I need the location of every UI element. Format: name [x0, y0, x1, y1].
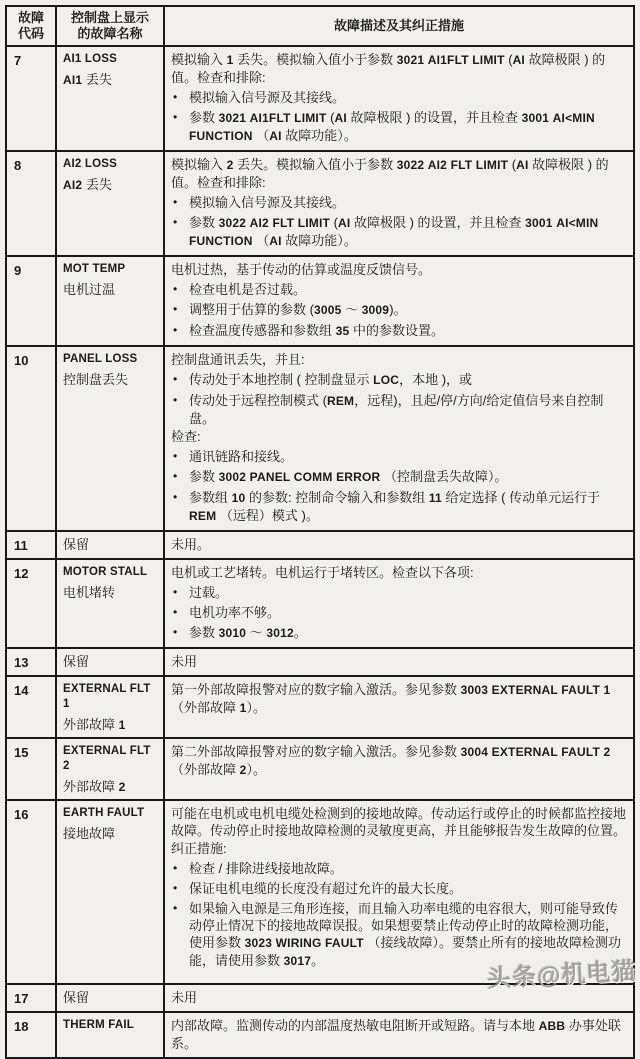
- latin-term: 3021 AI1FLT LIMIT: [396, 53, 505, 67]
- fault-name-zh: 保留: [63, 537, 90, 552]
- latin-term: 3010: [218, 626, 247, 640]
- bullet-text: 检查 / 排除进线接地故障。: [189, 861, 343, 876]
- latin-term: 3023 WIRING FAULT: [244, 936, 364, 950]
- fault-name-cell: [56, 531, 164, 559]
- bullet-icon: •: [173, 861, 178, 875]
- desc-bullet: [173, 194, 627, 211]
- fault-row: [6, 676, 634, 738]
- bullet-icon: •: [173, 323, 178, 337]
- fault-description-cell: [164, 46, 634, 151]
- bullet-text: 模拟输入信号源及其接线。: [189, 195, 346, 210]
- fault-row: [6, 531, 634, 559]
- bullet-icon: •: [173, 393, 178, 407]
- latin-term: 3001 AI<MIN FUNCTION: [189, 216, 599, 248]
- latin-term: 3003 EXTERNAL FAULT 1: [460, 683, 611, 697]
- desc-bullet: [173, 584, 627, 601]
- latin-term: 1: [226, 53, 234, 67]
- fault-description-cell: [164, 738, 634, 800]
- desc-bullet: [173, 281, 627, 298]
- desc-paragraph: 模拟输入 2 丢失。模拟输入值小于参数 3022 AI2 FLT LIMIT (AI 故障极限 ) 的值。检查和排除:: [171, 157, 609, 190]
- bullet-icon: •: [173, 625, 178, 639]
- fault-code-cell: 11: [6, 531, 56, 559]
- desc-bullet: [173, 860, 627, 877]
- bullet-icon: •: [173, 881, 178, 895]
- latin-term: AI: [516, 158, 529, 172]
- header-fault-name-line1: 控制盘上显示: [70, 10, 149, 25]
- fault-name-cell: [56, 346, 164, 531]
- latin-term: 11: [428, 491, 442, 505]
- bullet-text: 参数 3002 PANEL COMM ERROR （控制盘丢失故障）。: [189, 469, 508, 484]
- desc-paragraph: 可能在电机或电机电缆处检测到的接地故障。传动运行或停止的时候都监控接地故障。传动停止时接地故障检测的灵敏度更高，并且能够报告发生故障的位置。: [171, 806, 627, 838]
- latin-term: 2: [226, 158, 234, 172]
- desc-paragraph: 第二外部故障报警对应的数字输入激活。参见参数 3004 EXTERNAL FAULT 2 （外部故障 2）。: [171, 744, 611, 777]
- desc-bullet: [173, 880, 627, 897]
- desc-paragraph: 模拟输入 1 丢失。模拟输入值小于参数 3021 AI1FLT LIMIT (AI 故障极限 ) 的值。检查和排除:: [171, 52, 606, 85]
- fault-name-en: AI1 LOSS: [63, 53, 118, 65]
- latin-term: REM: [189, 509, 217, 523]
- fault-name-cell: [56, 738, 164, 800]
- latin-term: 2: [118, 780, 126, 794]
- fault-row: [6, 1012, 634, 1058]
- fault-name-cell: [56, 1012, 164, 1058]
- bullet-icon: •: [173, 110, 178, 124]
- fault-row: [6, 46, 634, 151]
- desc-paragraph: 未用: [171, 990, 198, 1005]
- desc-paragraph: 第一外部故障报警对应的数字输入激活。参见参数 3003 EXTERNAL FAULT 1 （外部故障 1）。: [171, 682, 611, 715]
- bullet-icon: •: [173, 585, 178, 599]
- fault-code-cell: 12: [6, 559, 56, 648]
- fault-name-zh: 外部故障 2: [63, 779, 126, 794]
- bullet-icon: •: [173, 90, 178, 104]
- desc-bullet: [173, 322, 627, 340]
- bullet-text: 参数组 10 的参数: 控制命令输入和参数组 11 给定选择 ( 传动单元运行于 REM （远程）模式 )。: [189, 490, 601, 523]
- fault-row: [6, 800, 634, 984]
- fault-code-cell: 15: [6, 738, 56, 800]
- bullet-icon: •: [173, 215, 178, 229]
- fault-row: [6, 346, 634, 531]
- fault-code-cell: 16: [6, 800, 56, 984]
- desc-bullet: [173, 109, 627, 145]
- latin-term: 3021 AI1FLT LIMIT: [218, 111, 327, 125]
- fault-row: [6, 256, 634, 346]
- fault-name-zh: 外部故障 1: [63, 717, 126, 732]
- fault-name-zh: 电机过温: [63, 282, 116, 297]
- desc-bullet: [173, 371, 627, 389]
- fault-description-cell: [164, 648, 634, 676]
- fault-name-zh: AI2 丢失: [63, 177, 112, 192]
- fault-name-en: PANEL LOSS: [63, 353, 138, 365]
- fault-table-body: [6, 46, 634, 1058]
- fault-code-cell: 18: [6, 1012, 56, 1058]
- bullet-text: 保证电机电缆的长度没有超过允许的最大长度。: [189, 881, 463, 896]
- latin-term: 1: [239, 701, 247, 715]
- latin-term: 3022 AI2 FLT LIMIT: [218, 216, 331, 230]
- fault-row: [6, 559, 634, 648]
- fault-name-cell: [56, 151, 164, 256]
- latin-term: 10: [231, 491, 246, 505]
- header-fault-description: 故障描述及其纠正措施: [164, 6, 634, 46]
- bullet-text: 模拟输入信号源及其接线。: [189, 90, 346, 105]
- bullet-icon: •: [173, 282, 178, 296]
- bullet-text: 参数 3021 AI1FLT LIMIT (AI 故障极限 ) 的设置，并且检查 3001 AI<MIN FUNCTION （AI 故障功能）。: [189, 110, 595, 143]
- fault-name-cell: [56, 984, 164, 1012]
- fault-description-cell: [164, 676, 634, 738]
- fault-code-cell: 17: [6, 984, 56, 1012]
- latin-term: AI: [334, 111, 347, 125]
- desc-paragraph: 内部故障。监测传动的内部温度热敏电阻断开或短路。请与本地 ABB 办事处联系。: [171, 1018, 621, 1051]
- fault-name-en: EARTH FAULT: [63, 807, 145, 819]
- fault-name-en: AI2 LOSS: [63, 158, 118, 170]
- fault-row: [6, 151, 634, 256]
- fault-row: [6, 984, 634, 1012]
- fault-code-cell: 8: [6, 151, 56, 256]
- latin-term: AI2: [63, 178, 83, 192]
- latin-term: AI1: [63, 73, 83, 87]
- fault-description-cell: [164, 346, 634, 531]
- bullet-text: 检查电机是否过载。: [189, 282, 307, 297]
- latin-term: AI: [269, 129, 282, 143]
- fault-row: [6, 648, 634, 676]
- bullet-icon: •: [173, 901, 178, 915]
- header-fault-code: [6, 6, 56, 46]
- latin-term: AI: [269, 234, 282, 248]
- desc-bullet: [173, 468, 627, 486]
- fault-name-cell: [56, 46, 164, 151]
- bullet-text: 如果输入电源是三角形连接，而且输入功率电缆的电容很大，则可能导致传动停止情况下的接地故障误报。如果想要禁止传动停止时的故障检测功能，使用参数 3023 WIRING FAULT （接线故障）。要禁止所有的接地故障检测功能，请使用参数 3017。: [189, 901, 621, 968]
- latin-term: LOC: [373, 373, 400, 387]
- bullet-icon: •: [173, 449, 178, 463]
- bullet-icon: •: [173, 372, 178, 386]
- fault-name-cell: [56, 676, 164, 738]
- bullet-text: 参数 3022 AI2 FLT LIMIT (AI 故障极限 ) 的设置，并且检查 3001 AI<MIN FUNCTION （AI 故障功能）。: [189, 215, 599, 248]
- header-fault-name: [56, 6, 164, 46]
- desc-paragraph: 未用。: [171, 537, 211, 552]
- fault-description-cell: [164, 151, 634, 256]
- latin-term: AI: [337, 216, 351, 230]
- latin-term: 3001 AI<MIN FUNCTION: [189, 111, 595, 143]
- fault-description-cell: [164, 559, 634, 648]
- latin-term: 3022 AI2 FLT LIMIT: [396, 158, 509, 172]
- fault-name-zh: 控制盘丢失: [63, 372, 129, 387]
- desc-bullet: [173, 448, 627, 465]
- fault-code-cell: 9: [6, 256, 56, 346]
- fault-name-en: MOTOR STALL: [63, 566, 148, 578]
- desc-bullet: [173, 604, 627, 621]
- bullet-text: 调整用于估算的参数 (3005 ～ 3009)。: [189, 302, 407, 317]
- fault-name-zh: 电机堵转: [63, 585, 116, 600]
- desc-bullet: [173, 392, 627, 427]
- fault-name-en: THERM FAIL: [63, 1019, 134, 1031]
- desc-bullet: [173, 624, 627, 642]
- bullet-icon: •: [173, 605, 178, 619]
- fault-name-cell: [56, 559, 164, 648]
- bullet-icon: •: [173, 490, 178, 504]
- desc-bullet: [173, 900, 627, 970]
- bullet-text: 过载。: [189, 585, 229, 600]
- fault-code-cell: 7: [6, 46, 56, 151]
- fault-name-en: MOT TEMP: [63, 263, 126, 275]
- latin-term: 3017: [283, 954, 312, 968]
- bullet-icon: •: [173, 195, 178, 209]
- latin-term: REM: [326, 394, 355, 408]
- fault-name-zh: 保留: [63, 990, 90, 1005]
- fault-name-cell: [56, 648, 164, 676]
- desc-paragraph: 控制盘通讯丢失，并且:: [171, 352, 305, 367]
- fault-code-cell: 13: [6, 648, 56, 676]
- fault-name-en: EXTERNAL FLT 2: [63, 745, 151, 772]
- desc-paragraph: 检查:: [171, 429, 201, 444]
- latin-term: 1: [118, 718, 126, 732]
- fault-name-zh: AI1 丢失: [63, 72, 112, 87]
- bullet-text: 检查温度传感器和参数组 35 中的参数设置。: [189, 323, 444, 338]
- desc-paragraph: 未用: [171, 654, 198, 669]
- latin-term: 3009: [361, 303, 390, 317]
- bullet-text: 通讯链路和接线。: [189, 449, 294, 464]
- fault-name-cell: [56, 256, 164, 346]
- desc-paragraph: 纠正措施:: [171, 841, 227, 856]
- latin-term: 3005: [313, 303, 342, 317]
- latin-term: 3004 EXTERNAL FAULT 2: [460, 745, 611, 759]
- fault-description-cell: [164, 1012, 634, 1058]
- bullet-text: 传动处于远程控制模式 (REM，远程)，且起/停/方向/给定值信号来自控制盘。: [189, 393, 604, 426]
- fault-code-cell: 14: [6, 676, 56, 738]
- fault-name-zh: 保留: [63, 654, 90, 669]
- bullet-icon: •: [173, 469, 178, 483]
- latin-term: 2: [239, 763, 247, 777]
- fault-row: [6, 738, 634, 800]
- fault-code-cell: 10: [6, 346, 56, 531]
- latin-term: AI: [512, 53, 525, 67]
- desc-paragraph: 电机过热，基于传动的估算或温度反馈信号。: [171, 262, 432, 277]
- bullet-icon: •: [173, 302, 178, 316]
- latin-term: 3012: [266, 626, 294, 640]
- fault-description-cell: [164, 984, 634, 1012]
- latin-term: 3002 PANEL COMM ERROR: [218, 470, 381, 484]
- watermark: 头条@机电猫: [486, 958, 637, 993]
- fault-description-cell: [164, 531, 634, 559]
- latin-term: 35: [335, 324, 350, 338]
- fault-table-header: [6, 6, 634, 46]
- desc-bullet: [173, 89, 627, 106]
- fault-name-cell: [56, 800, 164, 984]
- desc-bullet: [173, 301, 627, 319]
- header-fault-code-line2: 代码: [17, 26, 44, 41]
- fault-name-en: EXTERNAL FLT 1: [63, 683, 151, 710]
- desc-bullet: [173, 214, 627, 250]
- fault-description-cell: [164, 800, 634, 984]
- latin-term: ABB: [538, 1019, 566, 1033]
- fault-table: [5, 5, 635, 1059]
- header-fault-name-line2: 的故障名称: [77, 26, 143, 41]
- bullet-text: 传动处于本地控制 ( 控制盘显示 LOC，本地 )，或: [189, 372, 473, 387]
- desc-bullet: [173, 489, 627, 525]
- bullet-text: 参数 3010 ～ 3012。: [189, 625, 307, 640]
- desc-paragraph: 电机或工艺堵转。电机运行于堵转区。检查以下各项:: [171, 565, 474, 580]
- bullet-text: 电机功率不够。: [189, 605, 281, 620]
- fault-name-zh: 接地故障: [63, 826, 116, 841]
- header-fault-code-line1: 故障: [17, 10, 44, 25]
- fault-description-cell: [164, 256, 634, 346]
